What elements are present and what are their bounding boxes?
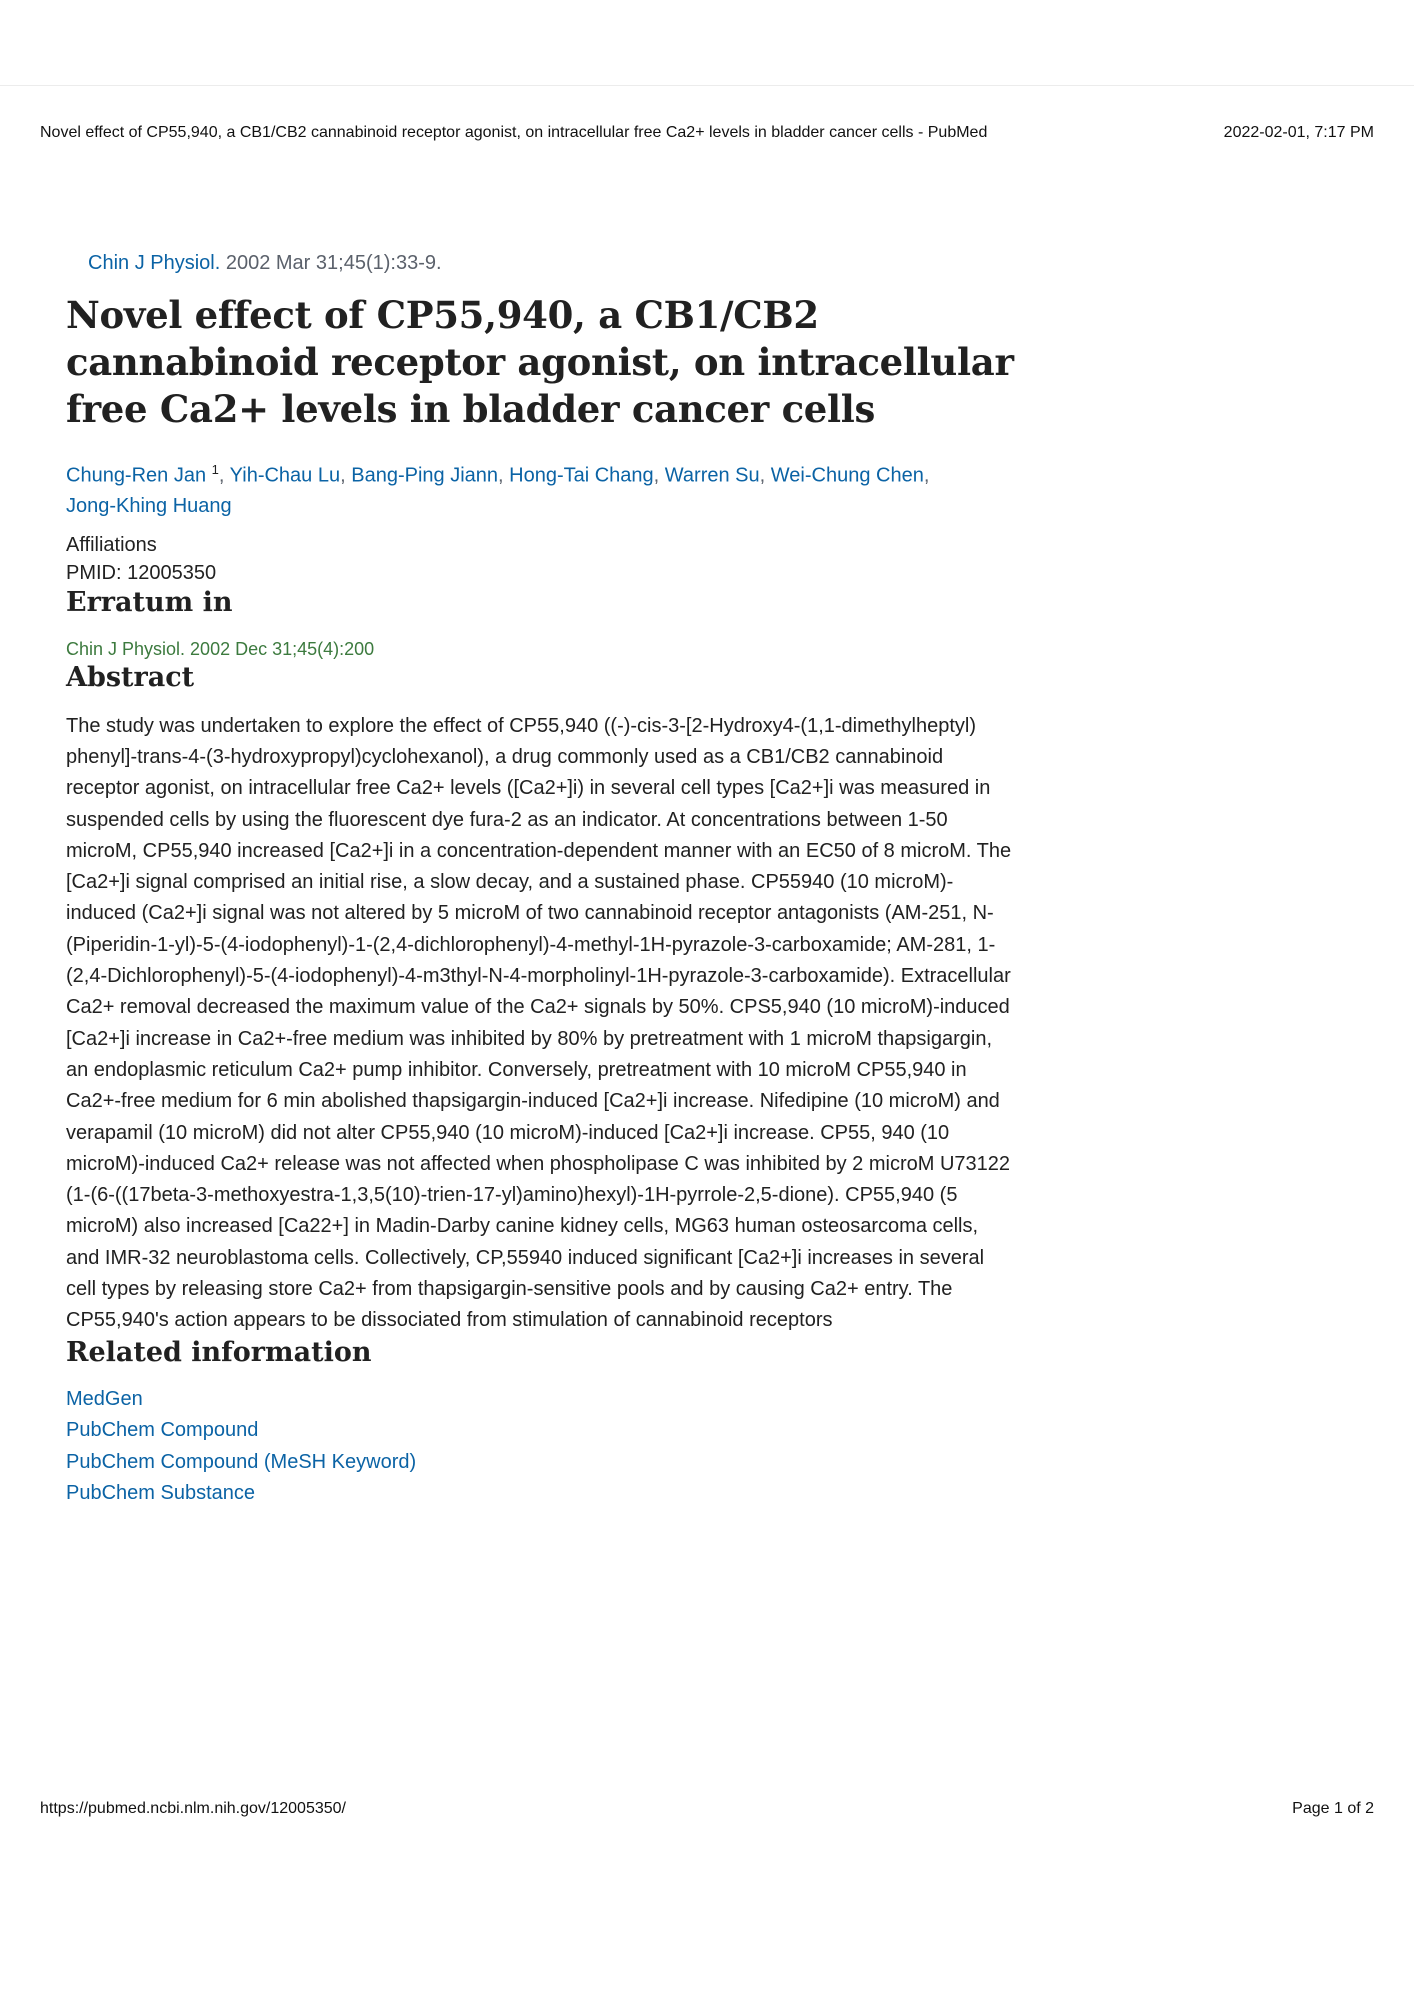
citation-details: 2002 Mar 31;45(1):33-9.: [225, 252, 442, 274]
affiliation-marker[interactable]: 1: [211, 462, 219, 477]
print-header-title: Novel effect of CP55,940, a CB1/CB2 cannabinoid receptor agonist, on intracellular free Ca2+ levels in bladder cancer cells - PubMed: [40, 124, 988, 141]
print-footer-page: Page 1 of 2: [1292, 1800, 1374, 1817]
author-list: Chung-Ren Jan $^1$, Yih-Chau Lu, Bang-Ping Jiann, Hong-Tai Chang, Warren Su, Wei-Chung Chen, Jong-Khing Huang: [66, 462, 930, 517]
print-header: [40, 124, 1374, 142]
erratum-link[interactable]: Chin J Physiol. 2002 Dec 31;45(4):200: [66, 638, 375, 659]
top-rule: [0, 85, 1414, 86]
article-title: Novel effect of CP55,940, a CB1/CB2 cannabinoid receptor agonist, on intracellular free Ca2+ levels in bladder cancer cells: [66, 293, 1014, 431]
author-link[interactable]: Hong-Tai Chang: [509, 464, 654, 487]
erratum-heading: Erratum in: [66, 586, 233, 618]
related-link-pubchem-substance[interactable]: PubChem Substance: [66, 1482, 256, 1505]
citation: [88, 248, 1016, 278]
print-footer: [40, 1800, 1374, 1818]
journal-link[interactable]: Chin J Physiol.: [88, 252, 221, 274]
print-footer-url: https://pubmed.ncbi.nlm.nih.gov/12005350/: [40, 1800, 346, 1817]
abstract-heading: Abstract: [66, 661, 195, 693]
author-link[interactable]: Chung-Ren Jan: [66, 464, 207, 487]
related-links: [66, 1384, 1016, 1510]
related-link-pubchem-compound[interactable]: PubChem Compound: [66, 1419, 259, 1442]
author-link[interactable]: Jong-Khing Huang: [66, 494, 232, 517]
related-link-medgen[interactable]: MedGen: [66, 1387, 143, 1410]
related-link-pubchem-compound-mesh[interactable]: PubChem Compound (MeSH Keyword): [66, 1450, 417, 1473]
pmid: PMID: 12005350: [66, 561, 217, 584]
article: [66, 248, 1016, 1510]
author-link[interactable]: Warren Su: [664, 464, 760, 487]
author-link[interactable]: Yih-Chau Lu: [229, 464, 341, 487]
author-link[interactable]: Wei-Chung Chen: [770, 464, 924, 487]
author-link[interactable]: Bang-Ping Jiann: [351, 464, 499, 487]
print-header-datetime: 2022-02-01, 7:17 PM: [1223, 124, 1374, 141]
abstract-text: The study was undertaken to explore the effect of CP55,940 ((-)-cis-3-[2-Hydroxy4-(1,1-dimethylheptyl) phenyl]-trans-4-(3-hydroxypropyl)cyclohexanol), a drug commonly used as a CB1/CB2 cannabinoid receptor agonist, on intracellular free Ca2+ levels ([Ca2+]i) in several cell types [Ca2+]i was measured in suspended cells by using the fluorescent dye fura-2 as an indicator. At concentrations between 1-50 microM, CP55,940 increased [Ca2+]i in a concentration-dependent manner with an EC50 of 8 microM. The [Ca2+]i signal comprised an initial rise, a slow decay, and a sustained phase. CP55940 (10 microM)-induced (Ca2+]i signal was not altered by 5 microM of two cannabinoid receptor antagonists (AM-251, N-(Piperidin-1-yl)-5-(4-iodophenyl)-1-(2,4-dichlorophenyl)-4-methyl-1H-pyrazole-3-carboxamide; AM-281, 1-(2,4-Dichlorophenyl)-5-(4-iodophenyl)-4-m3thyl-N-4-morpholinyl-1H-pyrazole-3-carboxamide). Extracellular Ca2+ removal decreased the maximum value of the Ca2+ signals by 50%. CPS5,940 (10 microM)-induced [Ca2+]i increase in Ca2+-free medium was inhibited by 80% by pretreatment with 1 microM thapsigargin, an endoplasmic reticulum Ca2+ pump inhibitor. Conversely, pretreatment with 10 microM CP55,940 in Ca2+-free medium for 6 min abolished thapsigargin-induced [Ca2+]i increase. Nifedipine (10 microM) and verapamil (10 microM) did not alter CP55,940 (10 microM)-induced [Ca2+]i increase. CP55, 940 (10 microM)-induced Ca2+ release was not affected when phospholipase C was inhibited by 2 microM U73122 (1-(6-((17beta-3-methoxyestra-1,3,5(10)-trien-17-yl)amino)hexyl)-1H-pyrrole-2,5-dione). CP55,940 (5 microM) also increased [Ca22+] in Madin-Darby canine kidney cells, MG63 human osteosarcoma cells, and IMR-32 neuroblastoma cells. Collectively, CP,55940 induced significant [Ca2+]i increases in several cell types by releasing store Ca2+ from thapsigargin-sensitive pools and by causing Ca2+ entry. The CP55,940's action appears to be dissociated from stimulation of cannabinoid receptors: [66, 714, 1012, 1332]
related-heading: Related information: [66, 1336, 372, 1368]
affiliations-toggle[interactable]: Affiliations: [66, 533, 157, 556]
